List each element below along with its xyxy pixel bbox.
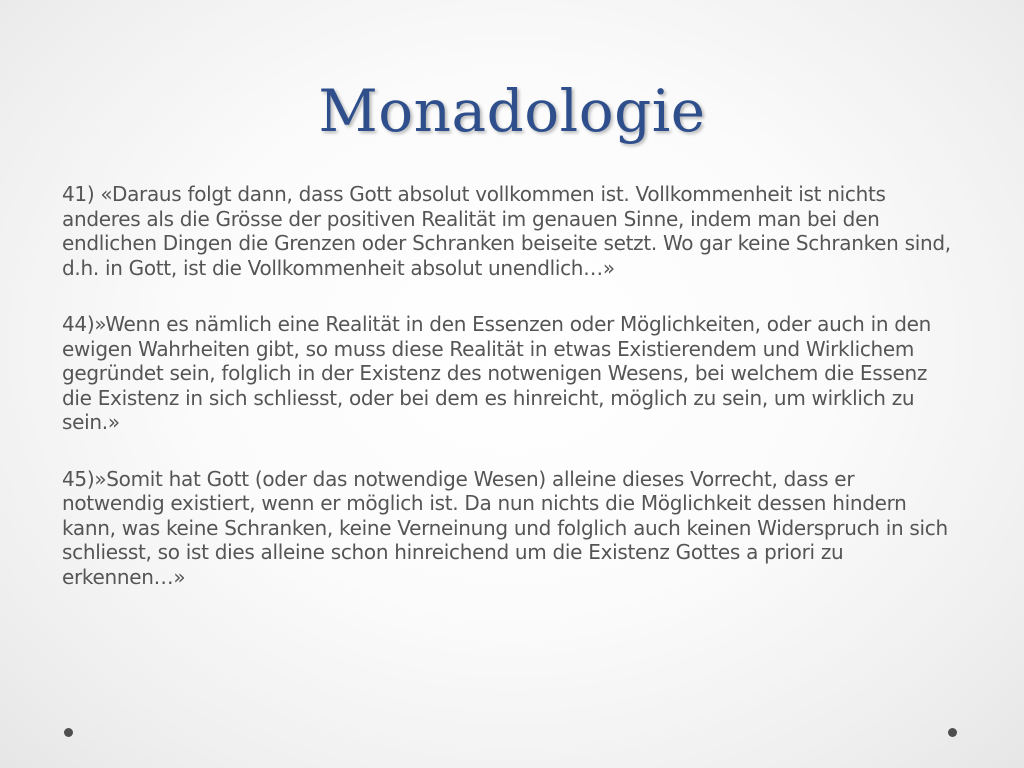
- paragraph-44: 44)»Wenn es nämlich eine Realität in den Essenzen oder Möglichkeiten, oder auch in den ewigen Wahrheiten gibt, so muss diese Realität in etwas Existierendem und Wirklichem gegründet sein, folglich in der Existenz des notwenigen Wesens, bei welchem die Essenz die Existenz in sich schliesst, oder bei dem es hinreicht, möglich zu sein, um wirklich zu sein.»: [62, 312, 932, 434]
- paragraph-45: 45)»Somit hat Gott (oder das notwendige Wesen) alleine dieses Vorrecht, dass er notwendig existiert, wenn er möglich ist. Da nun nichts die Möglichkeit dessen hindern kann, was keine Schranken, keine Verneinung und folglich auch keinen Widerspruch in sich schliesst, so ist dies alleine schon hinreichend um die Existenz Gottes a priori zu erkennen…»: [62, 466, 948, 589]
- slide-body: [62, 182, 962, 589]
- decorative-dot-left-icon: [64, 728, 73, 737]
- decorative-dot-right-icon: [948, 728, 957, 737]
- slide-title: Monadologie: [318, 77, 706, 145]
- paragraph-41: 41) «Daraus folgt dann, dass Gott absolut vollkommen ist. Vollkommenheit ist nichts anderes als die Grösse der positiven Realität im genauen Sinne, indem man bei den endlichen Dingen die Grenzen oder Schranken beiseite setzt. Wo gar keine Schranken sind, d.h. in Gott, ist die Vollkommenheit absolut unendlich…»: [62, 182, 951, 280]
